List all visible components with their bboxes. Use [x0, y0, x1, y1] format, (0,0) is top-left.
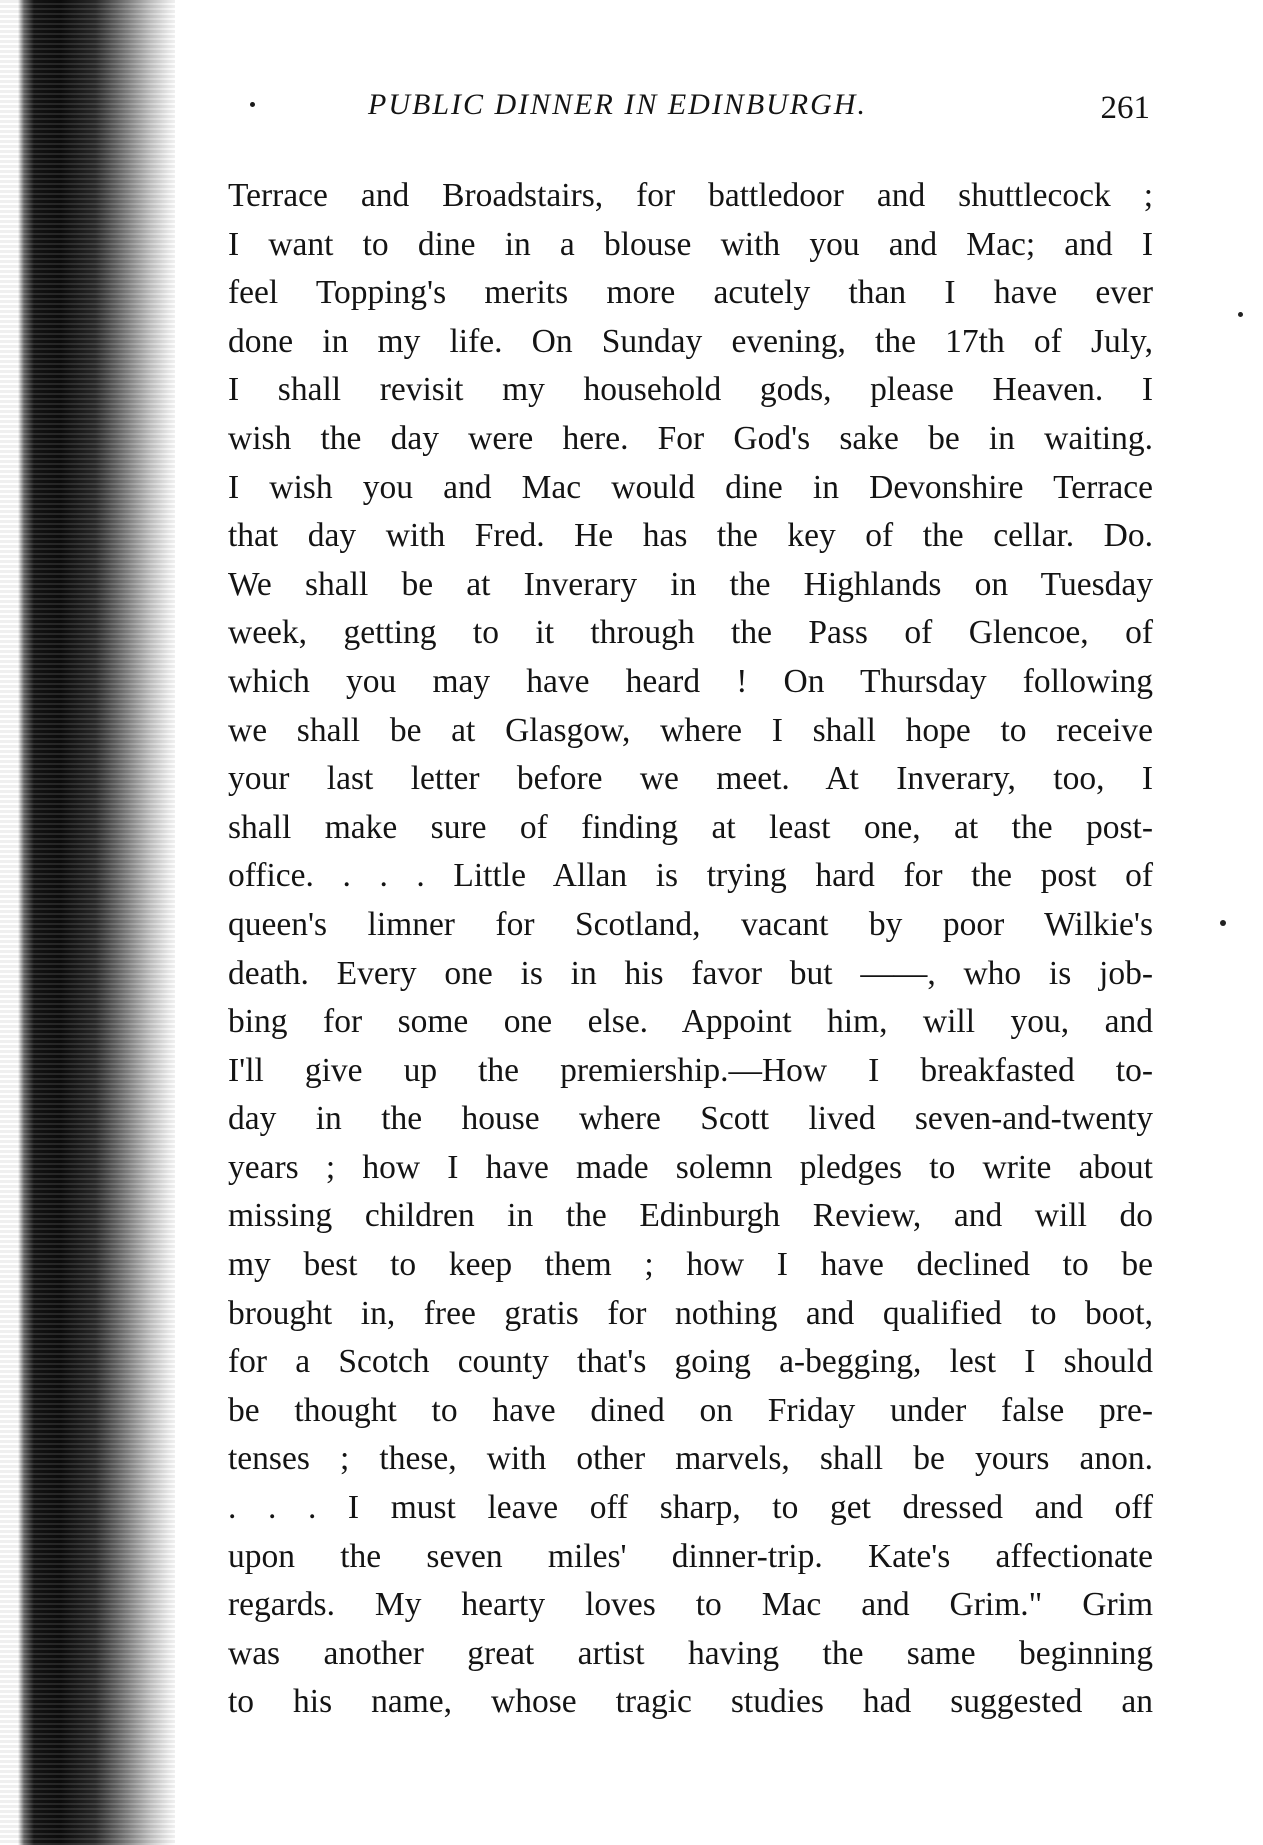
text-line: week, getting to it through the Pass of Glencoe, of [228, 614, 1153, 652]
text-line: wish the day were here. For God's sake be in waiting. [228, 419, 1153, 457]
text-line: tenses ; these, with other marvels, shall be yours anon. [228, 1440, 1153, 1478]
page-gutter-shadow [0, 0, 175, 1845]
text-line: shall make sure of finding at least one, at the post- [228, 808, 1153, 846]
text-line: done in my life. On Sunday evening, the 17th of July, [228, 322, 1153, 360]
page-number: 261 [1100, 90, 1150, 126]
text-line: be thought to have dined on Friday under false pre- [228, 1391, 1153, 1429]
text-line: regards. My hearty loves to Mac and Grim." Grim [228, 1586, 1153, 1624]
header-ornament-dot [250, 102, 255, 107]
text-line: We shall be at Inverary in the Highlands on Tuesday [228, 565, 1153, 603]
text-line: for a Scotch county that's going a-begging, lest I should [228, 1343, 1153, 1381]
text-line: I shall revisit my household gods, please Heaven. I [228, 371, 1153, 409]
text-line: death. Every one is in his favor but ——, who is job- [228, 954, 1153, 992]
text-line: I'll give up the premiership.—How I breakfasted to- [228, 1051, 1153, 1089]
text-line: upon the seven miles' dinner-trip. Kate's affectionate [228, 1537, 1153, 1575]
text-line: missing children in the Edinburgh Review, and will do [228, 1197, 1153, 1235]
text-line: bing for some one else. Appoint him, will you, and [228, 1003, 1153, 1041]
text-line: Terrace and Broadstairs, for battledoor and shuttlecock ; [228, 177, 1153, 214]
margin-speck [1220, 920, 1226, 926]
text-line: I want to dine in a blouse with you and Mac; and I [228, 225, 1153, 263]
text-line: my best to keep them ; how I have declined to be [228, 1246, 1153, 1284]
body-text [228, 172, 1153, 1727]
text-line: which you may have heard ! On Thursday following [228, 662, 1153, 700]
text-line: your last letter before we meet. At Inverary, too, I [228, 760, 1153, 798]
text-line: feel Topping's merits more acutely than I have ever [228, 274, 1153, 312]
running-head [250, 88, 1150, 128]
text-line: office. . . . Little Allan is trying hard for the post of [228, 857, 1153, 895]
text-line: to his name, whose tragic studies had suggested an [228, 1683, 1153, 1721]
margin-speck [1238, 312, 1243, 317]
text-line: . . . I must leave off sharp, to get dressed and off [228, 1489, 1153, 1527]
text-line: day in the house where Scott lived seven-and-twenty [228, 1100, 1153, 1138]
text-line: we shall be at Glasgow, where I shall hope to receive [228, 711, 1153, 749]
text-line: was another great artist having the same beginning [228, 1634, 1153, 1672]
text-line: brought in, free gratis for nothing and qualified to boot, [228, 1294, 1153, 1332]
text-line: that day with Fred. He has the key of the cellar. Do. [228, 517, 1153, 555]
text-line: queen's limner for Scotland, vacant by poor Wilkie's [228, 905, 1153, 943]
text-line: I wish you and Mac would dine in Devonshire Terrace [228, 468, 1153, 506]
running-head-title: PUBLIC DINNER IN EDINBURGH. [368, 88, 867, 121]
text-line: years ; how I have made solemn pledges to write about [228, 1148, 1153, 1186]
